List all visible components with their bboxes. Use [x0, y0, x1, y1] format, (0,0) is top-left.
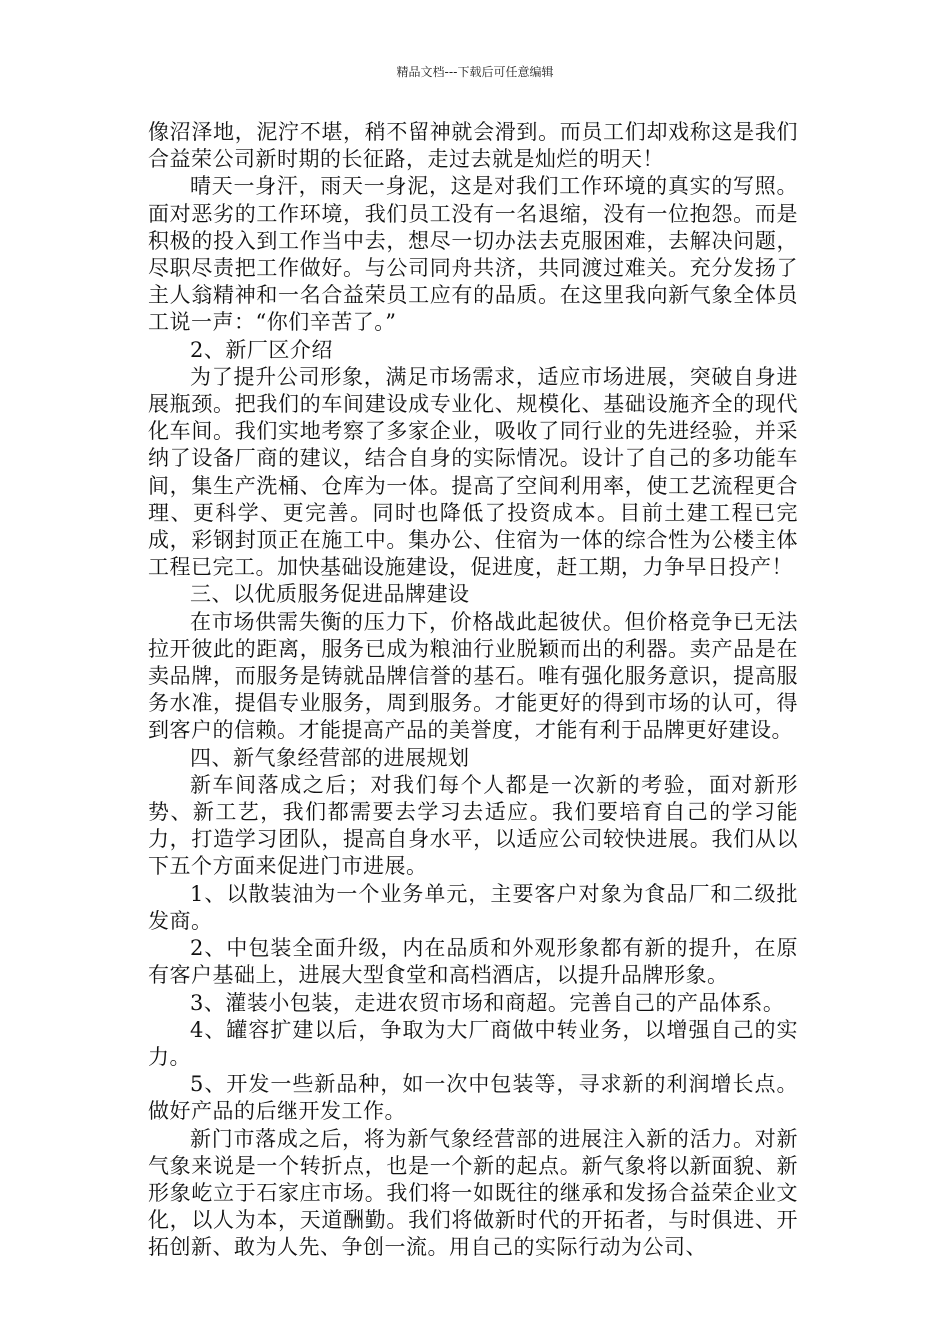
- paragraph: 晴天一身汗，雨天一身泥，这是对我们工作环境的真实的写照。面对恶劣的工作环境，我们员工没有一名退缩，没有一位抱怨。而是积极的投入到工作当中去，想尽一切办法去克服困难，去解决问题，尽职尽责把工作做好。与公司同舟共济，共同渡过难关。充分发扬了主人翁精神和一名合益荣员工应有的品质。在这里我向新气象全体员工说一声：“你们辛苦了。”: [148, 174, 798, 335]
- list-item: 3、灌装小包装，走进农贸市场和商超。完善自己的产品体系。: [190, 990, 785, 1015]
- paragraph: 新门市落成之后，将为新气象经营部的进展注入新的活力。对新气象来说是一个转折点，也是一个新的起点。新气象将以新面貌、新形象屹立于石家庄市场。我们将一如既往的继承和发扬合益荣企业文化，以人为本，天道酬勤。我们将做新时代的开拓者，与时俱进、开拓创新、敢为人先、争创一流。用自己的实际行动为公司、: [148, 1126, 798, 1260]
- paragraph: 在市场供需失衡的压力下，价格战此起彼伏。但价格竞争已无法拉开彼此的距离，服务已成为粮油行业脱颖而出的利器。卖产品是在卖品牌，而服务是铸就品牌信誉的基石。唯有强化服务意识，提高服务水准，提倡专业服务，周到服务。才能更好的得到市场的认可，得到客户的信赖。才能提高产品的美誉度，才能有利于品牌更好建设。: [148, 609, 798, 743]
- list-item: 1、以散装油为一个业务单元，主要客户对象为食品厂和二级批发商。: [148, 881, 798, 933]
- paragraph: 新车间落成之后；对我们每个人都是一次新的考验，面对新形势、新工艺，我们都需要去学习去适应。我们要培育自己的学习能力，打造学习团队，提高自身水平，以适应公司较快进展。我们从以下五个方面来促进门市进展。: [148, 772, 798, 879]
- paragraph: 为了提升公司形象，满足市场需求，适应市场进展，突破自身进展瓶颈。把我们的车间建设成专业化、规模化、基础设施齐全的现代化车间。我们实地考察了多家企业，吸收了同行业的先进经验，并采纳了设备厂商的建议，结合自身的实际情况。设计了自己的多功能车间，集生产洗桶、仓库为一体。提高了空间利用率，使工艺流程更合理、更科学、更完善。同时也降低了投资成本。目前土建工程已完成，彩钢封顶正在施工中。集办公、住宿为一体的综合性为公楼主体工程已完工。加快基础设施建设，促进度，赶工期，力争早日投产！: [148, 364, 798, 580]
- document-body: [148, 119, 798, 1262]
- page-header: 精品文档---下载后可任意编辑: [396, 65, 554, 79]
- list-item: 5、开发一些新品种，如一次中包装等，寻求新的利润增长点。做好产品的后继开发工作。: [148, 1072, 798, 1124]
- section-heading: 四、新气象经营部的进展规划: [190, 745, 470, 770]
- section-heading: 三、以优质服务促进品牌建设: [190, 582, 470, 607]
- list-item: 4、罐容扩建以后，争取为大厂商做中转业务，以增强自己的实力。: [148, 1017, 798, 1069]
- section-heading: 2、新厂区介绍: [190, 337, 333, 362]
- list-item: 2、中包装全面升级，内在品质和外观形象都有新的提升，在原有客户基础上，进展大型食堂和高档酒店，以提升品牌形象。: [148, 936, 798, 988]
- paragraph: 像沼泽地，泥泞不堪，稍不留神就会滑到。而员工们却戏称这是我们合益荣公司新时期的长征路，走过去就是灿烂的明天！: [148, 120, 798, 172]
